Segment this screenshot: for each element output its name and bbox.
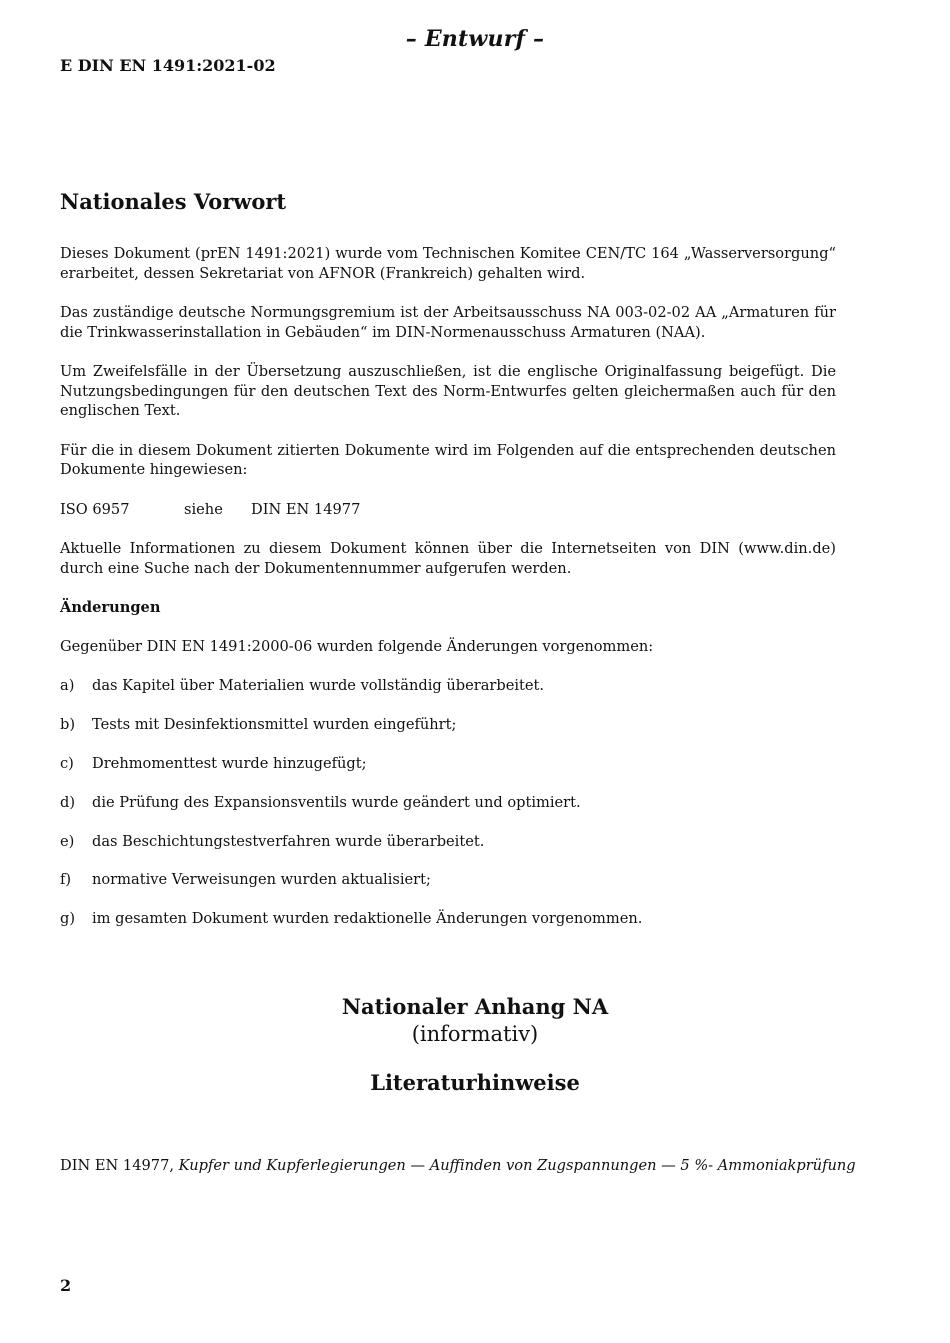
bibliography-title-text: Kupfer und Kupferlegierungen — Auffinden von Zugspannungen — 5 %- Ammoniakprüfung bbox=[178, 1157, 856, 1174]
foreword-paragraph-3: Um Zweifelsfälle in der Übersetzung auszuschließen, ist die englische Originalfassung beigefügt. Die Nutzungsbedingungen für den deutschen Text des Norm-Entwurfes gelten gleichermaßen auch für den englischen Text. bbox=[60, 363, 836, 419]
list-item-label: a) bbox=[60, 677, 75, 694]
list-item-text: das Beschichtungstestverfahren wurde überarbeitet. bbox=[92, 832, 485, 850]
reference-relation: siehe bbox=[184, 500, 223, 518]
list-item bbox=[60, 793, 836, 813]
foreword-paragraph-4: Für die in diesem Dokument zitierten Dokumente wird im Folgenden auf die entsprechenden deutschen Dokumente hingewiesen: bbox=[60, 441, 836, 478]
foreword-paragraph-2: Das zuständige deutsche Normungsgremium ist der Arbeitsausschuss NA 003-02-02 AA „Armaturen für die Trinkwasserinstallation in Gebäuden“ im DIN-Normenausschuss Armaturen (NAA). bbox=[60, 304, 836, 341]
reference-target: DIN EN 14977 bbox=[251, 500, 361, 518]
list-item-text: im gesamten Dokument wurden redaktionelle Änderungen vorgenommen. bbox=[92, 910, 643, 928]
list-item bbox=[60, 870, 836, 890]
changes-intro: Gegenüber DIN EN 1491:2000-06 wurden folgende Änderungen vorgenommen: bbox=[60, 637, 654, 655]
annex-title: Nationaler Anhang NA bbox=[341, 994, 609, 1019]
document-id: E DIN EN 1491:2021-02 bbox=[60, 56, 276, 75]
reference-source: ISO 6957 bbox=[60, 500, 130, 518]
list-item bbox=[60, 832, 836, 852]
changes-heading: Änderungen bbox=[60, 599, 161, 616]
national-annex-header bbox=[0, 993, 950, 1097]
foreword-info-paragraph: Aktuelle Informationen zu diesem Dokument können über die Internetseiten von DIN (www.din.de) durch eine Suche nach der Dokumentennummer aufgerufen werden. bbox=[60, 540, 836, 577]
list-item-text: die Prüfung des Expansionsventils wurde geändert und optimiert. bbox=[92, 793, 581, 811]
list-item-label: d) bbox=[60, 793, 76, 811]
bibliography-ref: DIN EN 14977, bbox=[60, 1157, 174, 1174]
list-item bbox=[60, 909, 836, 929]
list-item bbox=[60, 754, 836, 774]
page-number: 2 bbox=[60, 1276, 72, 1295]
list-item-label: g) bbox=[60, 910, 76, 928]
list-item-text: normative Verweisungen wurden aktualisiert; bbox=[92, 871, 431, 889]
foreword-section bbox=[60, 188, 836, 948]
foreword-paragraph-1: Dieses Dokument (prEN 1491:2021) wurde vom Technischen Komitee CEN/TC 164 „Wasserversorgung“ erarbeitet, dessen Sekretariat von AFNOR (Frankreich) gehalten wird. bbox=[60, 245, 836, 282]
bibliography-entry bbox=[60, 1156, 860, 1176]
list-item bbox=[60, 715, 836, 735]
list-item-label: f) bbox=[60, 871, 72, 889]
changes-list bbox=[60, 676, 836, 929]
list-item-text: Drehmomenttest wurde hinzugefügt; bbox=[92, 754, 367, 772]
list-item-label: e) bbox=[60, 832, 75, 850]
list-item-label: b) bbox=[60, 715, 76, 733]
list-item-text: das Kapitel über Materialien wurde vollständig überarbeitet. bbox=[92, 677, 545, 694]
bibliography-title: Literaturhinweise bbox=[370, 1070, 580, 1095]
foreword-title: Nationales Vorwort bbox=[60, 189, 287, 214]
list-item bbox=[60, 676, 836, 696]
reference-mapping bbox=[60, 500, 836, 520]
annex-subtitle: (informativ) bbox=[411, 1022, 539, 1046]
list-item-text: Tests mit Desinfektionsmittel wurden eingeführt; bbox=[92, 715, 457, 733]
draft-watermark: – Entwurf – bbox=[405, 26, 545, 52]
list-item-label: c) bbox=[60, 754, 74, 772]
